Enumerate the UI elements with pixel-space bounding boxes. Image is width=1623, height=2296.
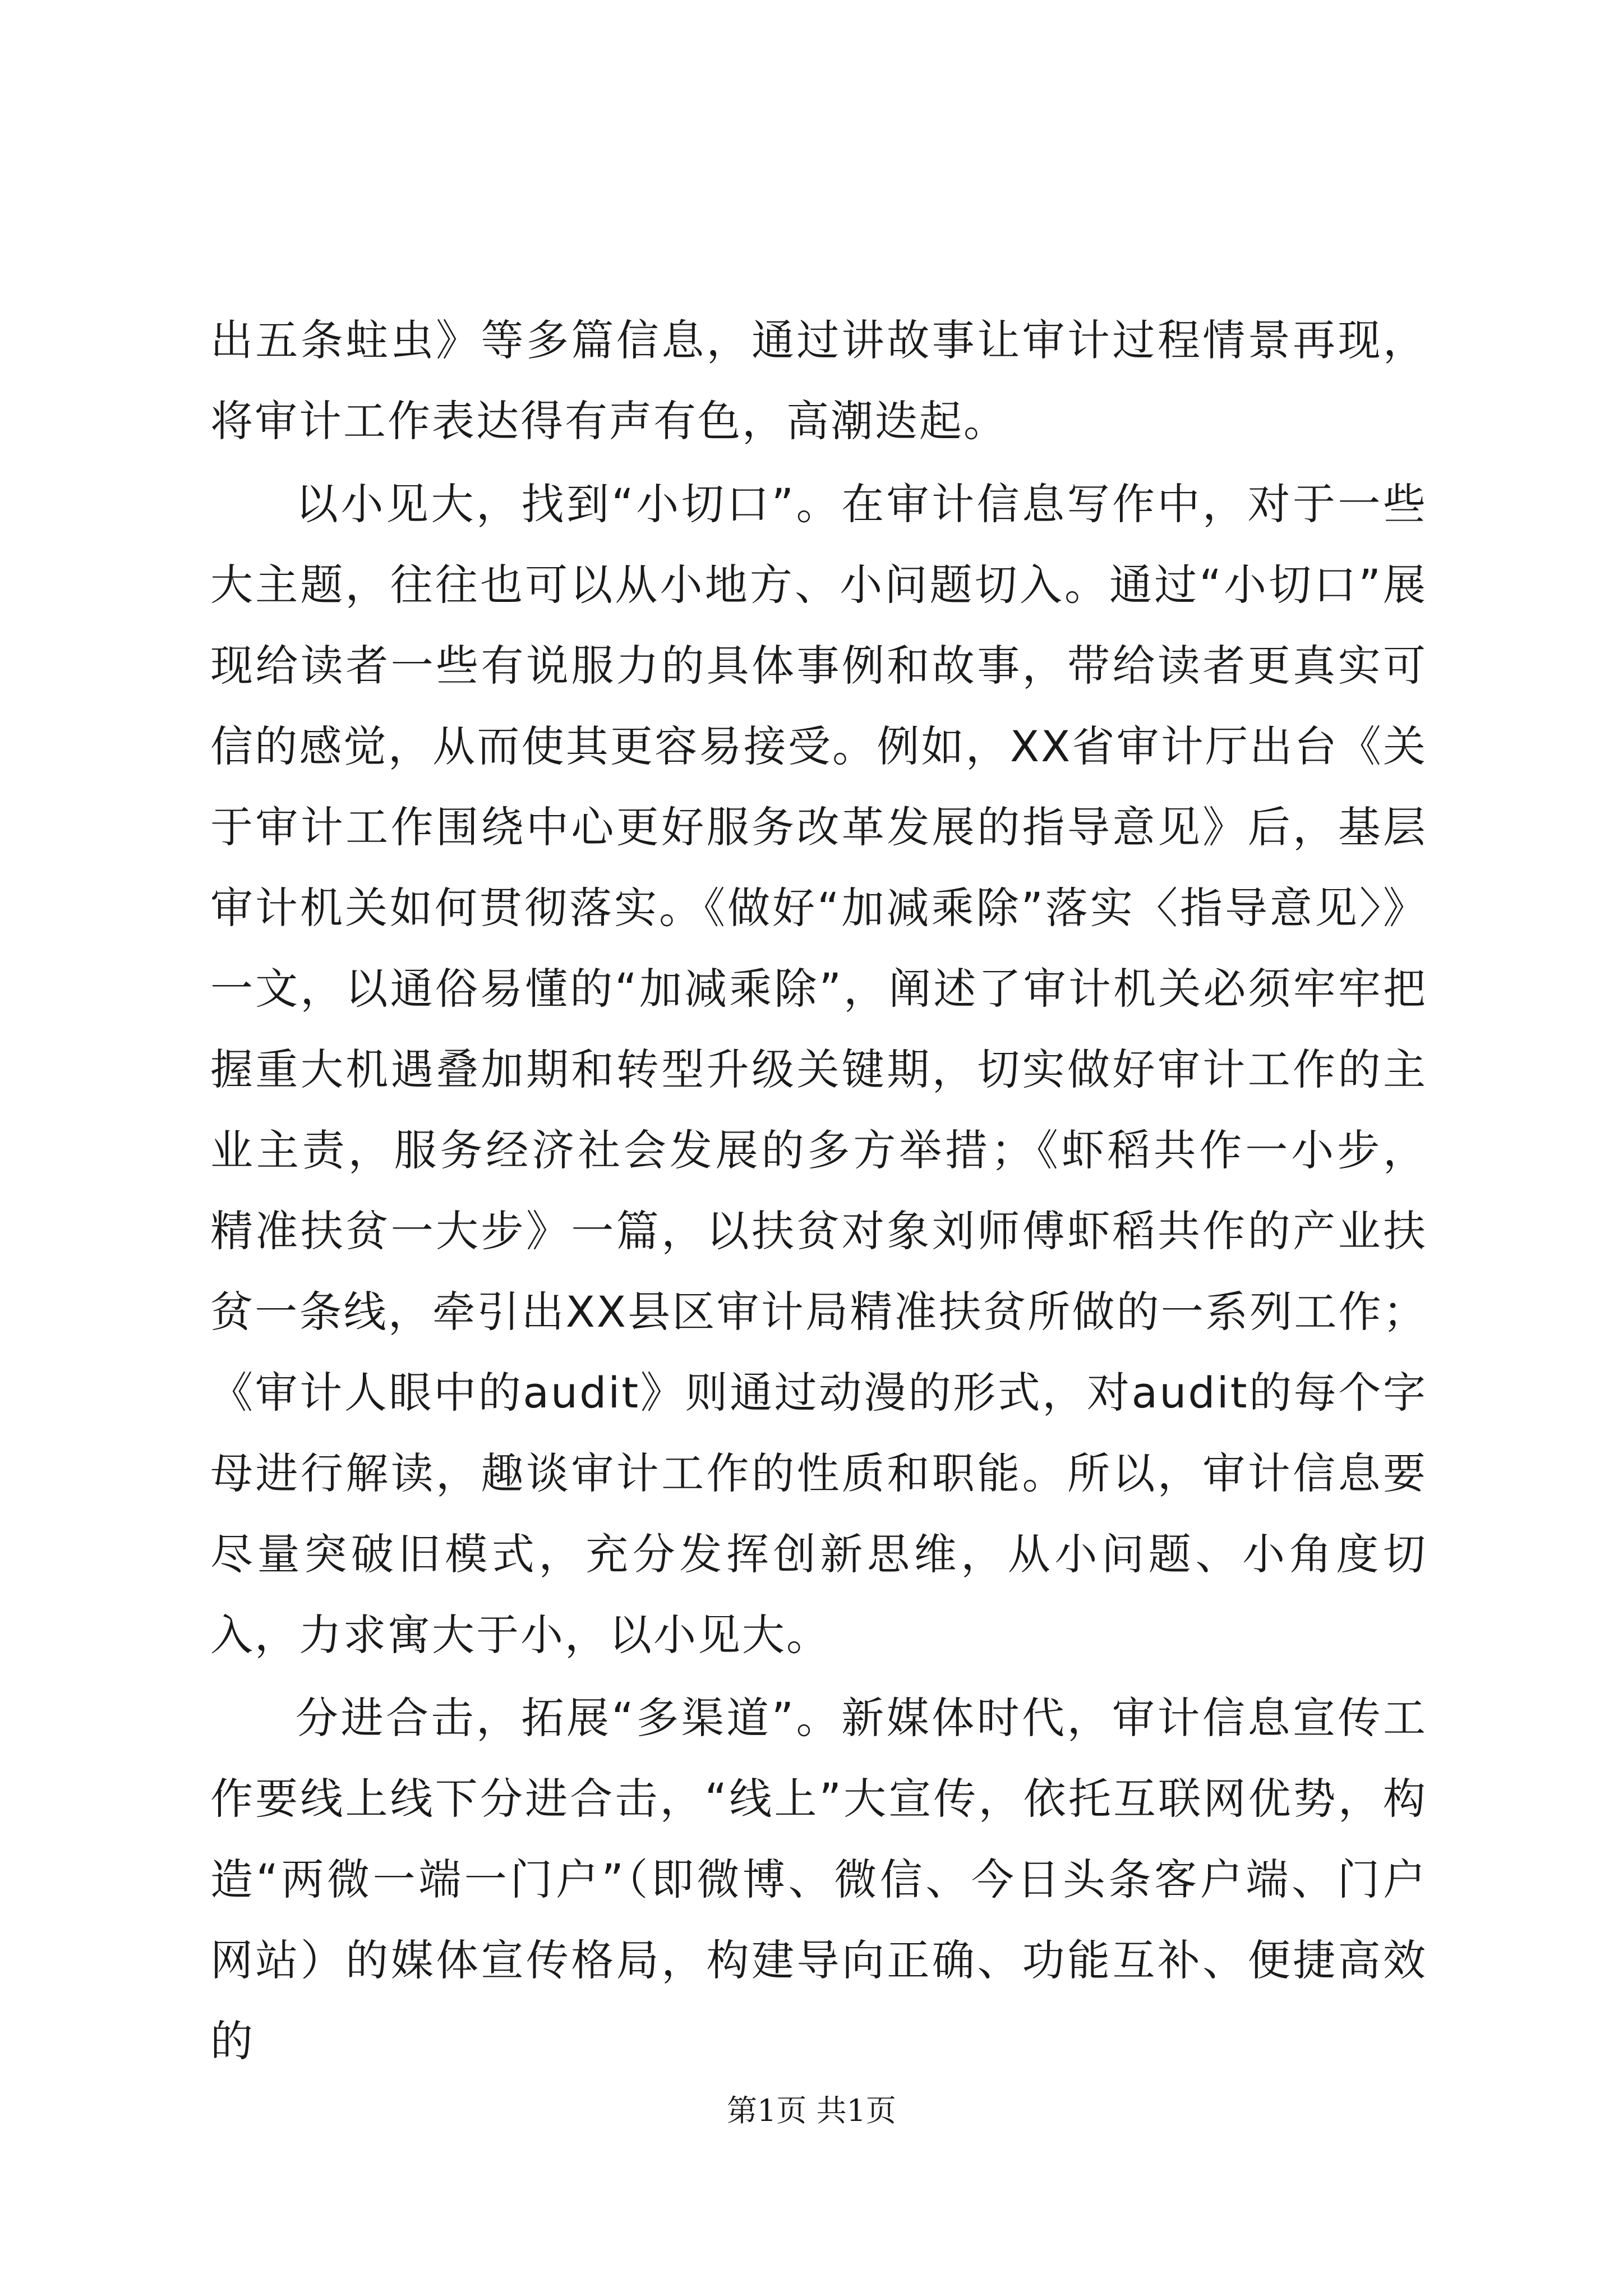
page-footer: 第1页 共1页 xyxy=(727,2093,896,2128)
paragraph-continuation: 出五条蛀虫》等多篇信息，通过讲故事让审计过程情景再现，将审计工作表达得有声有色，高潮迭起。 xyxy=(210,315,1427,446)
paragraph-multi-channel: 分进合击，拓展“多渠道”。新媒体时代，审计信息宣传工作要线上线下分进合击，“线上”大宣传，依托互联网优势，构造“两微一端一门户”（即微博、微信、今日头条客户端、门户网站）的媒体宣传格局，构建导向正确、功能互补、便捷高效的 xyxy=(210,1693,1427,2066)
paragraph-small-entry-point: 以小见大，找到“小切口”。在审计信息写作中，对于一些大主题，往往也可以从小地方、小问题切入。通过“小切口”展现给读者一些有说服力的具体事例和故事，带给读者更真实可信的感觉，从而使其更容易接受。例如，XX省审计厅出台《关于审计工作围绕中心更好服务改革发展的指导意见》后，基层审计机关如何贯彻落实。《做好“加减乘除”落实〈指导意见〉》一文，以通俗易懂的“加减乘除”，阐述了审计机关必须牢牢把握重大机遇叠加期和转型升级关键期，切实做好审计工作的主业主责，服务经济社会发展的多方举措；《虾稻共作一小步，精准扶贫一大步》一篇，以扶贫对象刘师傅虾稻共作的产业扶贫一条线，牵引出XX县区审计局精准扶贫所做的一系列工作；《审计人眼中的audit》则通过动漫的形式，对audit的每个字母进行解读，趣谈审计工作的性质和职能。所以，审计信息要尽量突破旧模式，充分发挥创新思维，从小问题、小角度切入，力求寓大于小，以小见大。 xyxy=(210,479,1427,1660)
document-body xyxy=(210,300,1427,2084)
